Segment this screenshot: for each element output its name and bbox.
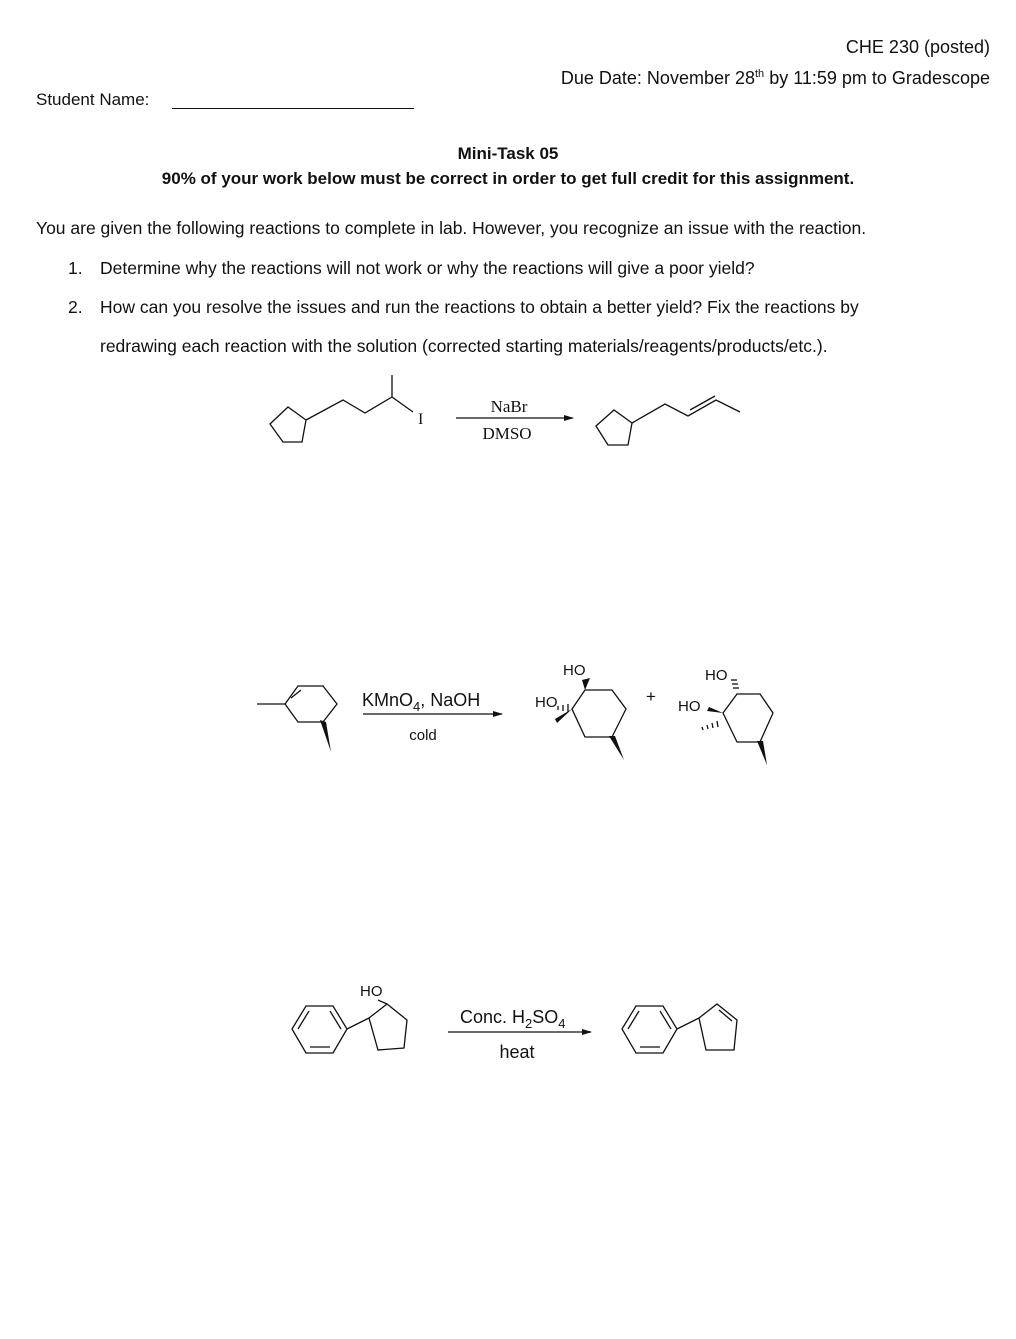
question-number: 1. xyxy=(68,258,83,278)
due-date-sup: th xyxy=(755,68,765,80)
reagent-kmno4-naoh: KMnO$_4$, NaOH xyxy=(362,690,481,714)
starting-material-cyclopentane xyxy=(270,407,306,442)
cyclopentene-ring xyxy=(699,1004,737,1050)
student-name-label: Student Name: xyxy=(36,90,150,109)
reagent-nabr: NaBr xyxy=(490,397,528,416)
wedge-bond xyxy=(707,707,723,713)
benzene-ring-product xyxy=(622,1006,677,1053)
plus-sign: + xyxy=(646,687,656,706)
intro-text: You are given the following reactions to complete in lab. However, you recognize an issue with the reaction. xyxy=(36,218,867,238)
wedge-bond xyxy=(555,709,572,723)
due-date-suffix: by 11:59 pm to Gradescope xyxy=(764,68,990,88)
reagent-h2so4: Conc. $H_2SO_4$ xyxy=(460,1007,566,1031)
question-text: Determine why the reactions will not work or why the reactions will give a poor yield? xyxy=(100,258,755,278)
course-title: CHE 230 (posted) xyxy=(845,37,990,57)
product-diol-2-ring xyxy=(723,694,773,742)
wedge-bond xyxy=(609,736,624,760)
task-title: Mini-Task 05 xyxy=(457,144,559,163)
product-diol-1-ring xyxy=(572,690,626,737)
hydroxyl-label: HO xyxy=(705,667,728,684)
wedge-bond xyxy=(320,720,331,752)
hydroxyl-label: HO xyxy=(678,698,701,715)
reagent-heat: heat xyxy=(499,1042,535,1062)
wedge-bond xyxy=(582,678,590,690)
hydroxyl-label: HO xyxy=(535,694,558,711)
hydroxyl-label: HO xyxy=(360,983,383,1000)
due-date-main: Due Date: November 28 xyxy=(560,68,755,88)
product-cyclopentane xyxy=(596,410,632,445)
hydroxyl-label: HO xyxy=(563,662,586,679)
question-number: 2. xyxy=(68,297,83,317)
iodine-label: I xyxy=(418,411,424,428)
cyclopentanol-ring xyxy=(369,1004,407,1050)
reagent-dmso: DMSO xyxy=(482,424,532,443)
question-2-continued: redrawing each reaction with the solution (corrected starting materials/reagents/products/etc.). xyxy=(100,336,828,356)
alkyl-chain xyxy=(306,397,413,420)
alkene-chain xyxy=(632,400,740,423)
reagent-cold: cold xyxy=(409,727,437,744)
question-text: How can you resolve the issues and run the reactions to obtain a better yield? Fix the reactions by xyxy=(100,297,859,317)
benzene-ring-start xyxy=(292,1006,347,1053)
starting-methylcyclohexene xyxy=(285,686,337,722)
wedge-bond xyxy=(757,741,767,765)
task-requirement: 90% of your work below must be correct in order to get full credit for this assignment. xyxy=(161,169,855,188)
